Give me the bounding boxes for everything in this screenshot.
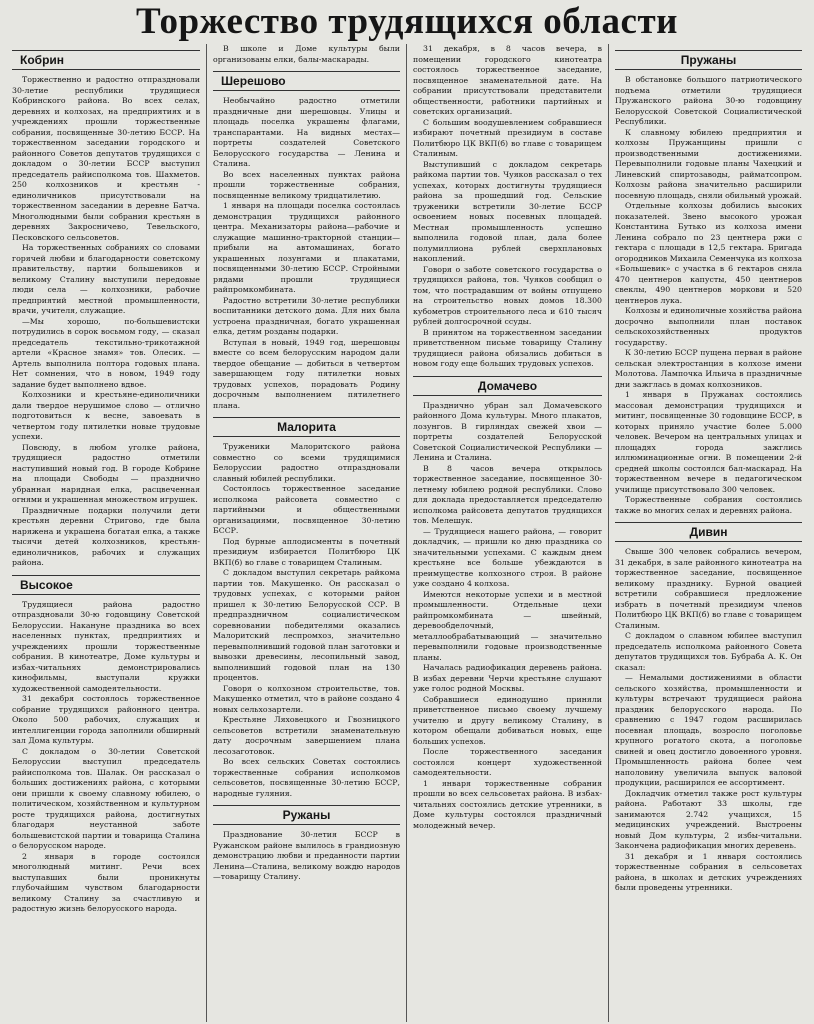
paragraph: 31 декабря, в 8 часов вечера, в помещении городского кинотеатра состоялось торжественное заседание, посвященное знаменательной дате. На собрании присутствовали представители общественности, работники партийных и советских организаций. xyxy=(413,44,602,116)
paragraph: 1 января на площади поселка состоялась демонстрация трудящихся районного центра. Механизаторы района—рабочие и служащие машинно-тракторной станции—прибыли на автомашинах, богато украшенных лозунгами и плакатами, посвященными 30-летию БССР. Стройными рядами прошли трудящиеся райпромкомбината. xyxy=(213,201,400,294)
section-title-malorita: Малорита xyxy=(213,417,400,437)
paragraph: Отдельные колхозы добились высоких показателей. Звено высокого урожая Константина Бутько из колхоза имени Ленина собрало по 23 центнера ржи с гектара с площади в 12,5 гектара. Бригада огородников Михаила Семенчука из колхоза «Большевик» с участка в 6 гектаров сняла 470 центнеров капусты, 450 центнеров свеклы, 490 центнеров моркови и 520 центнеров лука. xyxy=(615,201,802,305)
paragraph: Крестьяне Ляховецкого и Гвозницкого сельсоветов встретили знаменательную дату досрочным завершением плана лесозаготовок. xyxy=(213,715,400,756)
paragraph: В принятом на торжественном заседании приветственном письме товарищу Сталину трудящиеся района обязались добиться в новом году еще больших трудовых успехов. xyxy=(413,327,602,368)
paragraph: С большим воодушевлением собравшиеся избирают почетный президиум в составе Политбюро ЦК ВКП(б) во главе с товарищем Сталиным. xyxy=(413,117,602,158)
page-headline: Торжество трудящихся области xyxy=(136,1,678,42)
paragraph: Собравшиеся единодушно приняли приветственное письмо своему лучшему учителю и другу великому Сталину, в котором обещали добиваться новых, еще больших успехов. xyxy=(413,694,602,746)
paragraph: 2 января в городе состоялся многолюдный митинг. Речи всех выступавших были проникнуты глубочайшим чувством благодарности великому Сталину за счастливую и радостную жизнь белорусского народа. xyxy=(12,851,200,913)
paragraph: В школе и Доме культуры были организованы елки, балы-маскарады. xyxy=(213,44,400,64)
paragraph: Трудящиеся района радостно отпраздновали 30-ю годовщину Советской Белоруссии. Накануне праздника во всех населенных пунктах, предприятиях и учреждениях прошли торжественные собрания. В кинотеатре, Доме культуры и избах-читальнях демонстрировались кинофильмы, выступали кружки художественной самодеятельности. xyxy=(12,599,200,693)
section-title-kobrin: Кобрин xyxy=(12,50,200,70)
paragraph: 31 декабря и 1 января состоялись торжественные собрания в сельсоветах района, в школах и детских учреждениях были проведены утренники. xyxy=(615,851,802,892)
paragraph: Колхозники и крестьяне-единоличники дали твердое нерушимое слово — отлично подготовиться к весне, завоевать в четвертом году пятилетки новые трудовые успехи. xyxy=(12,390,200,441)
paragraph: Труженики Малоритского района совместно со всеми трудящимися Белоруссии радостно отпраздновали славный юбилей республики. xyxy=(213,442,400,483)
paragraph: С докладом выступил секретарь райкома партии тов. Макушенко. Он рассказал о трудовых успехах, с которыми район пришел к 30-летию Белорусской ССР. В предпраздничном социалистическом соревновании победителями оказались Малоритский леспромхоз, значительно перевыполнивший годовой план заготовки и вывозки древесины, лесопильный завод, выполнивший годовой план на 130 процентов. xyxy=(213,568,400,682)
paragraph: Праздничные подарки получили дети крестьян деревни Стригово, где была наряжена и украшена богатая елка, а также тысячи детей колхозников, крестьян-единоличников, рабочих и служащих района. xyxy=(12,505,200,567)
paragraph: Повсюду, в любом уголке района, трудящиеся радостно отметили наступивший новый год. В городе Кобрине на площади Свободы — празднично убранная нарядная елка, расцвеченная огнями и украшенная множеством игрушек. xyxy=(12,442,200,504)
paragraph: Вступая в новый, 1949 год, шерешовцы вместе со всем белорусским народом дали твердое обещание — добиться в четвертом завершающем году пятилетки новых трудовых успехов, порадовать Родину досрочным выполнением пятилетнего плана. xyxy=(213,337,400,410)
paragraph: Во всех населенных пунктах района прошли торжественные собрания, посвященные великому тридцатилетию. xyxy=(213,169,400,200)
paragraph: После торжественного заседания состоялся концерт художественной самодеятельности. xyxy=(413,747,602,777)
column-3 xyxy=(406,44,608,1022)
paragraph: Началась радиофикация деревень района. В избах деревни Черчи крестьяне слушают уже голос родной Москвы. xyxy=(413,663,602,693)
paragraph: Состоялось торжественное заседание исполкома райсовета совместно с партийными и общественными организациями, посвященное 30-летию БССР. xyxy=(213,484,400,535)
paragraph: Под бурные аплодисменты в почетный президиум избирается Политбюро ЦК ВКП(б) во главе с товарищем Сталиным. xyxy=(213,536,400,567)
column-1 xyxy=(6,44,206,1022)
paragraph: Говоря о заботе советского государства о трудящихся района, тов. Чуяков сообщил о том, что пострадавшим от войны отпущено на строительство новых домов 18.300 кубометров строительного леса и 610 тысяч рублей долгосрочной ссуды. xyxy=(413,264,602,326)
paragraph: С докладом о славном юбилее выступил председатель исполкома районного Совета депутатов трудящихся тов. Бубраба А. К. Он сказал: xyxy=(615,631,802,672)
section-title-domachevo: Домачево xyxy=(413,376,602,396)
column-4 xyxy=(608,44,808,1022)
article-columns xyxy=(6,44,808,1022)
paragraph: Свыше 300 человек собрались вечером, 31 декабря, в зале районного кинотеатра на торжественное заседание, посвященное великому празднику. Бурной овацией встретили собравшиеся предложение избрать в почетный президиум членов Политбюро ЦК ВКП(б) во главе с товарищем Сталиным. xyxy=(615,547,802,630)
paragraph: —Мы хорошо, по-большевистски потрудились в сорок восьмом году, — сказал председатель текстильно-трикотажной артели «Красное знамя» тов. Олесик. — Артель выполнила полтора годовых плана. Нет сомнения, что в новом, 1949 году задание будет выполнено вдвое. xyxy=(12,316,200,389)
paragraph: Докладчик отметил также рост культуры района. Работают 33 школы, где занимаются 2.742 учащихся, 15 медицинских учреждений. Выстроены новый Дом культуры, 2 избы-читальни. Закончена радиофикация многих деревень. xyxy=(615,788,802,850)
paragraph: Имеются некоторые успехи и в местной промышленности. Отдельные цехи райпромкомбината — швейный, деревообделочный, металлообрабатывающий — значительно перевыполнили годовые производственные планы. xyxy=(413,589,602,662)
paragraph: Торжественно и радостно отпраздновали 30-летие республики трудящиеся Кобринского района. Во всех селах, деревнях и колхозах, на предприятиях и в учреждениях прошли торжественные собрания, посвященные 30-летию БССР. На торжественном заседании городского и районного Советов депутатов трудящихся с докладом о 30-летии БССР выступил председатель райисполкома тов. Шахметов. 250 колхозников и крестьян - единоличников присутствовали на торжественном заседании в деревне Батча. Многолюдными были собрания крестьян в деревнях Закросничево, Тевельского, Песковского сельсоветов. xyxy=(12,75,200,242)
paragraph: — Немалыми достижениями в области сельского хозяйства, промышленности и культуры встречают трудящиеся района праздник белорусского народа. По сравнению с 1947 годом расширилась посевная площадь, возросло поголовье крупного рогатого скота, а поголовье свиней и овец достигло довоенного уровня. Промышленность района более чем наполовину увеличила выпуск валовой продукции, расширился ее ассортимент. xyxy=(615,673,802,787)
section-title-vysokoe: Высокое xyxy=(12,575,200,595)
paragraph: С докладом о 30-летии Советской Белоруссии выступил председатель райисполкома тов. Шалак. Он рассказал о больших достижениях района, с которыми они пришли к своему славному юбилею, о политическом, хозяйственном и культурном росте трудящихся района, достигнутых благодаря неустанной заботе большевистской партии и товарища Сталина о белорусском народе. xyxy=(12,746,200,850)
paragraph: Празднование 30-летия БССР в Ружанском районе вылилось в грандиозную демонстрацию любви и преданности партии Ленина—Сталина, великому вождю народов—товарищу Сталину. xyxy=(213,830,400,881)
paragraph: К 30-летию БССР пущена первая в районе сельская электростанция в колхозе имени Молотова. Лампочка Ильича в праздничные дни зажглась в домах колхозников. xyxy=(615,348,802,389)
paragraph: Радостно встретили 30-летие республики воспитанники детского дома. Для них была устроена праздничная, богато украшенная елка, детям розданы подарки. xyxy=(213,295,400,336)
paragraph: Торжественные собрания состоялись также во многих селах и деревнях района. xyxy=(615,495,802,515)
paragraph: Празднично убран зал Домачевского районного Дома культуры. Много плакатов, лозунгов. В гирляндах свежей хвои — портреты создателей Белорусской Советской Социалистической Республики — Ленина и Сталина. xyxy=(413,400,602,462)
paragraph: Необычайно радостно отметили праздничные дни шерешовцы. Улицы и площадь поселка украшены флагами, транспарантами. На видных местах—портреты создателей Советского Белорусского государства — Ленина и Сталина. xyxy=(213,96,400,168)
section-title-ruzhany: Ружаны xyxy=(213,805,400,825)
paragraph: 31 декабря состоялось торжественное собрание трудящихся районного центра. Около 500 рабочих, служащих и интеллигенции города заполнили обширный зал Дома культуры. xyxy=(12,694,200,745)
paragraph: Говоря о колхозном строительстве, тов. Макушенко отметил, что в районе создано 4 новых сельхозартели. xyxy=(213,683,400,714)
paragraph: 1 января в Пружанах состоялись массовая демонстрация трудящихся и митинг, посвященные 30 годовщине БССР, в которых приняло участие более 5.000 человек. Вечером на центральных улицах и площадях города зажглись иллюминационные огни. В помещении 2-й средней школы состоялся бал-маскарад. На торжественном вечере в педагогическом училище присутствовало 300 человек. xyxy=(615,390,802,494)
paragraph: Колхозы и единоличные хозяйства района досрочно выполнили план поставок сельскохозяйственных продуктов государству. xyxy=(615,306,802,347)
paragraph: В обстановке большого патриотического подъема отметили трудящиеся Пружанского района 30-ю годовщину Белорусской Советской Социалистической Республики. xyxy=(615,75,802,126)
paragraph: На торжественных собраниях со словами горячей любви и благодарности советскому правительству, партии большевиков и великому Сталину выступили передовые люди села — колхозники, рабочие предприятий местной промышленности, врачи, учителя, служащие. xyxy=(12,243,200,315)
paragraph: В 8 часов вечера открылось торжественное заседание, посвященное 30-летнему юбилею родной республики. Слово для доклада предоставляется председателю исполкома райсовета депутатов трудящихся тов. Мелешук. xyxy=(413,463,602,525)
column-2 xyxy=(206,44,406,1022)
section-title-shereshovo: Шерешово xyxy=(213,71,400,91)
section-title-pruzhany: Пружаны xyxy=(615,50,802,70)
paragraph: Выступивший с докладом секретарь райкома партии тов. Чуяков рассказал о тех успехах, которых достигнуты трудящиеся района за прошедший год. Сельские труженики встретили 30-летие БССР освоением новых посевных площадей. Местная промышленность успешно выполнила годовой план, дала более полумиллиона рублей сверхплановых накоплений. xyxy=(413,159,602,263)
paragraph: 1 января торжественные собрания прошли во всех сельсоветах района. В избах-читальнях состоялись детские утренники, в Доме культуры состоялся праздничный молодежный вечер. xyxy=(413,778,602,830)
section-title-divin: Дивин xyxy=(615,522,802,542)
paragraph: К славному юбилею предприятия и колхозы Пружанщины пришли с производственными достижениями. Перевыполнили годовые планы Чахецкий и Линевский спиртозаводы, райматсопром. Колхозы района значительно расширили посевную площадь, сняли обильный урожай. xyxy=(615,127,802,200)
paragraph: Во всех сельских Советах состоялись торжественные собрания исполкомов сельсоветов, посвященные 30-летию БССР, народные гуляния. xyxy=(213,757,400,798)
paragraph: — Трудящиеся нашего района, — говорит докладчик, — пришли ко дню праздника со значительными успехами. С каждым днем крестьяне все больше убеждаются в преимуществе колхозного строя. В районе уже создано 4 колхоза. xyxy=(413,526,602,588)
